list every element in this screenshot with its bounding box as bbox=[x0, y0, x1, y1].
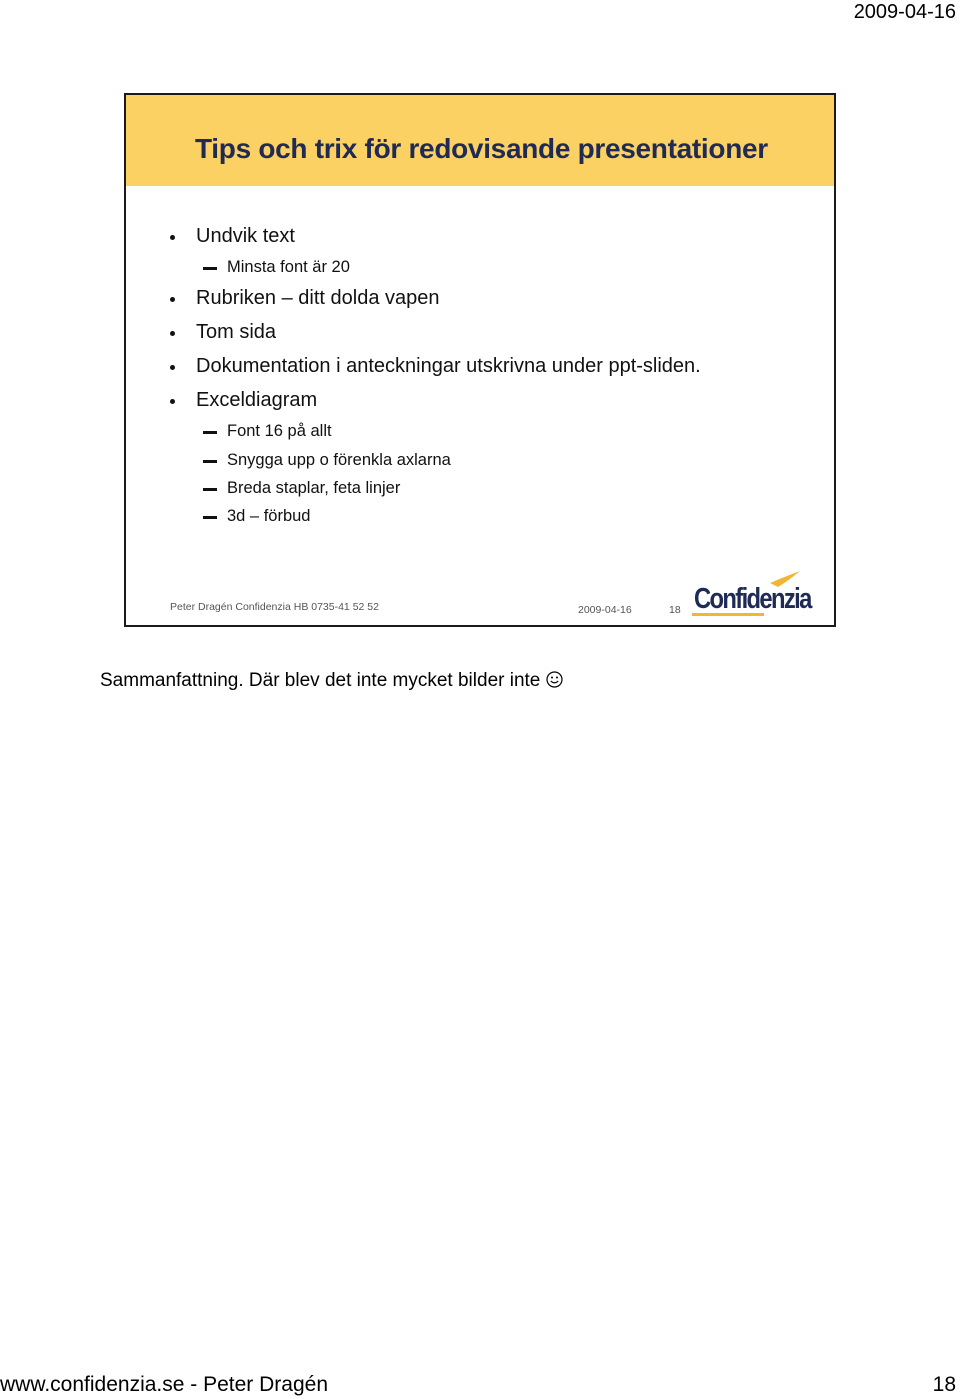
page-footer-website: www.confidenzia.se - Peter Dragén bbox=[0, 1373, 328, 1396]
bullet-level1: Undvik text bbox=[196, 225, 295, 247]
slide-footer-date: 2009-04-16 bbox=[578, 604, 632, 616]
bullet-level2: Breda staplar, feta linjer bbox=[227, 479, 401, 497]
bullet-level2: Snygga upp o förenkla axlarna bbox=[227, 451, 451, 469]
bullet-level2: Minsta font är 20 bbox=[227, 258, 350, 276]
page-date: 2009-04-16 bbox=[853, 1, 956, 23]
speaker-notes bbox=[100, 670, 563, 694]
bullet-level1: Tom sida bbox=[196, 321, 277, 343]
smiley-icon bbox=[546, 671, 563, 694]
bullet-level1: Dokumentation i anteckningar utskrivna under ppt-sliden. bbox=[196, 355, 701, 377]
slide-footer-number: 18 bbox=[669, 604, 681, 616]
slide-thumbnail bbox=[124, 93, 836, 627]
bullet-level2: 3d – förbud bbox=[227, 507, 311, 525]
slide-footer-author: Peter Dragén Confidenzia HB 0735-41 52 52 bbox=[170, 601, 379, 613]
page-footer-number: 18 bbox=[932, 1373, 956, 1396]
slide-bullet-list bbox=[126, 95, 834, 625]
confidenzia-logo bbox=[692, 569, 811, 621]
logo-wordmark: Confidenzia bbox=[694, 583, 811, 615]
bullet-level1: Rubriken – ditt dolda vapen bbox=[196, 287, 440, 309]
notes-text: Sammanfattning. Där blev det inte mycket bilder inte bbox=[100, 670, 541, 691]
bullet-level2: Font 16 på allt bbox=[227, 422, 332, 440]
bullet-level1: Exceldiagram bbox=[196, 389, 318, 411]
slide-title: Tips och trix för redovisande presentationer bbox=[195, 133, 768, 164]
